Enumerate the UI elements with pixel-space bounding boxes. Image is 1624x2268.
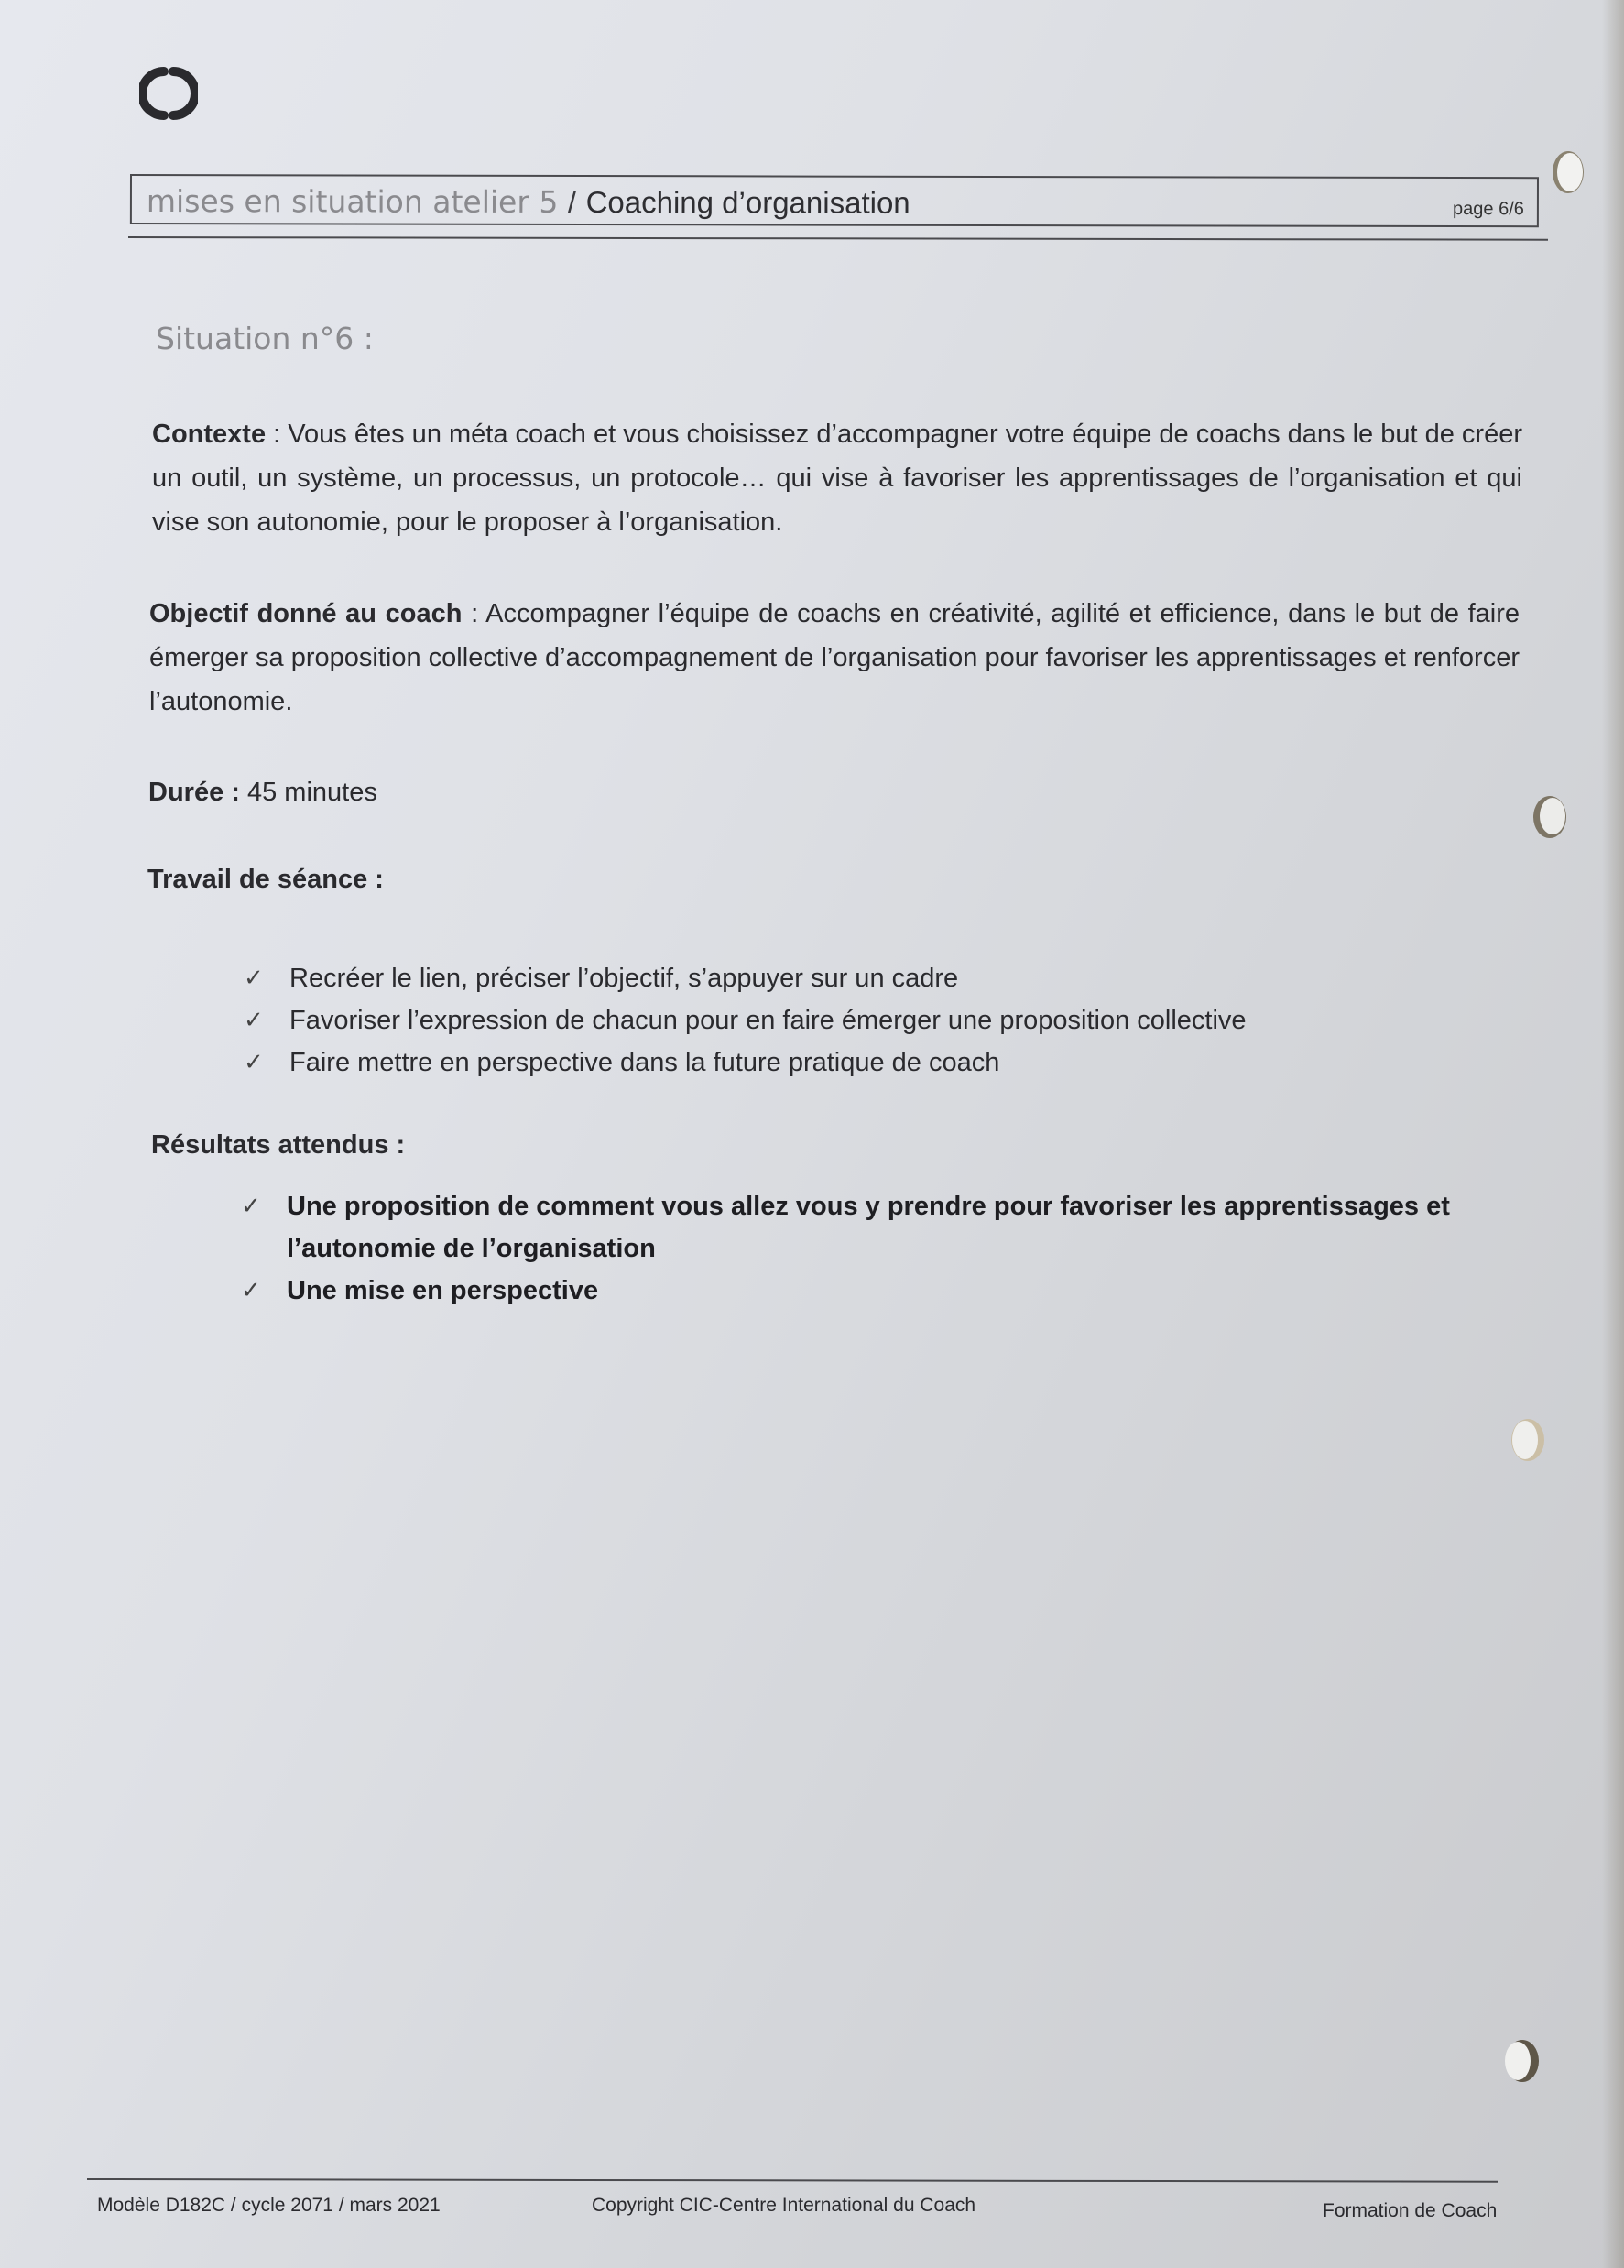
resultats-title: Résultats attendus : (151, 1130, 406, 1160)
list-item: ✓ Une mise en perspective (241, 1270, 1450, 1312)
footer-copyright: Copyright CIC-Centre International du Coach (592, 2195, 976, 2216)
objectif-paragraph (149, 592, 1520, 724)
cic-logo-icon (139, 64, 198, 123)
binder-hole-icon (1510, 1416, 1546, 1464)
header-title (147, 183, 910, 221)
check-icon: ✓ (244, 965, 264, 992)
check-icon: ✓ (241, 1193, 261, 1220)
header-series: mises en situation atelier 5 (146, 183, 559, 220)
travail-list (244, 957, 1434, 1084)
document-header (130, 174, 1539, 227)
travail-title: Travail de séance : (147, 865, 384, 894)
list-item: ✓ Recréer le lien, préciser l’objectif, s’appuyer sur un cadre (244, 957, 1434, 999)
header-separator: / (567, 185, 577, 220)
header-rule (128, 236, 1548, 241)
binder-hole-icon (1531, 793, 1568, 841)
page-edge-shadow (1602, 0, 1624, 2268)
duree-line (148, 770, 377, 814)
header-topic: Coaching d’organisation (585, 185, 910, 220)
check-icon: ✓ (244, 1049, 264, 1076)
situation-title: Situation n°6 : (156, 321, 374, 356)
binder-hole-icon (1550, 148, 1586, 196)
resultats-list (241, 1185, 1450, 1312)
list-item: ✓ Faire mettre en perspective dans la future pratique de coach (244, 1041, 1434, 1084)
list-item: ✓ Favoriser l’expression de chacun pour en faire émerger une proposition collective (244, 999, 1434, 1041)
objectif-text: : Accompagner l’équipe de coachs en créativité, agilité et efficience, dans le but de faire émerger sa proposition collective d’accompagnement de l’organisation pour favoriser les apprentissages et renforcer l’autonomie. (149, 599, 1520, 716)
contexte-label: Contexte (152, 420, 267, 449)
check-icon: ✓ (244, 1007, 264, 1034)
footer-rule (87, 2178, 1498, 2183)
duree-label: Durée : (148, 778, 240, 807)
duree-value: 45 minutes (239, 778, 377, 807)
check-icon: ✓ (241, 1277, 261, 1304)
footer-model: Modèle D182C / cycle 2071 / mars 2021 (97, 2195, 441, 2216)
objectif-label: Objectif donné au coach (149, 599, 463, 628)
contexte-text: : Vous êtes un méta coach et vous choisissez d’accompagner votre équipe de coachs dans le but de créer un outil, un système, un processus, un protocole… qui vise à favoriser les apprentissages de l’organisation et qui vise son autonomie, pour le proposer à l’organisation. (152, 420, 1522, 537)
contexte-paragraph (152, 412, 1522, 544)
page-number: page 6/6 (1453, 199, 1524, 220)
footer-training: Formation de Coach (1323, 2200, 1498, 2221)
list-item: ✓ Une proposition de comment vous allez vous y prendre pour favoriser les apprentissages et l’autonomie de l’organisation (241, 1185, 1450, 1270)
binder-hole-icon (1504, 2037, 1541, 2085)
